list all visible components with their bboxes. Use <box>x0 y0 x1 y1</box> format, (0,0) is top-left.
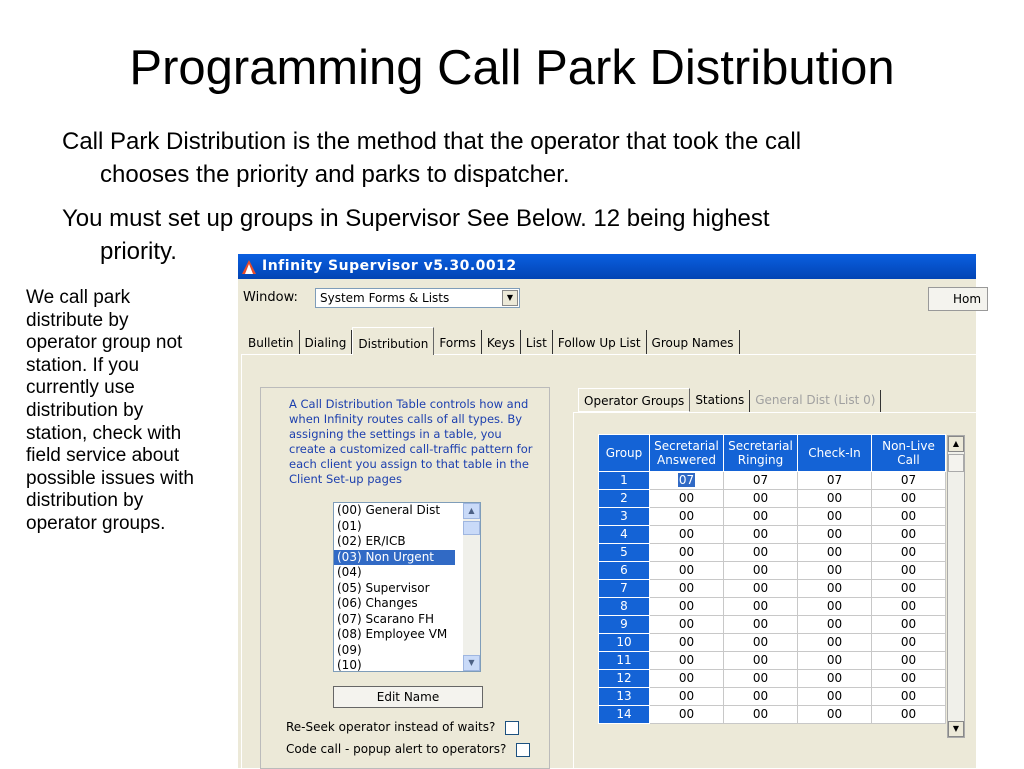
table-row[interactable] <box>599 544 946 562</box>
row-header[interactable]: 7 <box>599 580 650 598</box>
row-header[interactable]: 8 <box>599 598 650 616</box>
operator-groups-grid <box>598 434 946 724</box>
list-item[interactable]: (08) Employee VM <box>337 627 448 641</box>
scroll-thumb[interactable] <box>948 454 964 472</box>
row-header[interactable]: 12 <box>599 670 650 688</box>
app-logo-icon <box>241 259 257 278</box>
distribution-table-list[interactable] <box>333 502 481 672</box>
tab-follow-up-list[interactable]: Follow Up List <box>553 330 647 354</box>
bullet-call-park-definition <box>62 125 962 191</box>
table-row[interactable] <box>599 508 946 526</box>
row-header[interactable]: 14 <box>599 706 650 724</box>
grid-cell[interactable]: 00 <box>798 634 872 652</box>
tab-forms[interactable]: Forms <box>434 330 481 354</box>
grid-cell[interactable]: 00 <box>724 508 798 526</box>
reseek-option <box>286 720 519 735</box>
subtab-stations[interactable]: Stations <box>690 390 750 412</box>
grid-cell[interactable]: 07 <box>872 472 946 490</box>
table-row[interactable] <box>599 580 946 598</box>
scroll-up-icon[interactable]: ▲ <box>463 503 480 519</box>
grid-cell[interactable]: 00 <box>724 490 798 508</box>
table-row[interactable] <box>599 472 946 490</box>
list-item[interactable]: (01) <box>337 518 362 533</box>
grid-cell[interactable]: 00 <box>650 634 724 652</box>
row-header[interactable]: 2 <box>599 490 650 508</box>
list-item[interactable]: (00) General Dist <box>337 503 441 517</box>
edit-name-button[interactable]: Edit Name <box>333 686 483 708</box>
list-item[interactable]: (05) Supervisor <box>337 580 430 595</box>
grid-cell[interactable]: 00 <box>872 490 946 508</box>
code-call-option <box>286 742 530 757</box>
grid-cell[interactable]: 00 <box>650 688 724 706</box>
reseek-label: Re-Seek operator instead of waits? <box>286 720 496 734</box>
selected-cell-value: 07 <box>678 473 695 487</box>
tab-distribution[interactable]: Distribution <box>352 327 434 355</box>
table-row[interactable] <box>599 652 946 670</box>
sub-tabs <box>578 390 881 412</box>
scroll-up-icon[interactable]: ▲ <box>948 436 964 452</box>
grid-cell[interactable]: 00 <box>798 580 872 598</box>
grid-cell[interactable]: 00 <box>872 670 946 688</box>
bullet1-line2: chooses the priority and parks to dispatcher. <box>100 161 570 188</box>
list-item[interactable]: (07) Scarano FH <box>337 611 434 626</box>
grid-cell[interactable]: 00 <box>798 526 872 544</box>
grid-cell[interactable]: 00 <box>650 580 724 598</box>
scroll-down-icon[interactable]: ▼ <box>463 655 480 671</box>
grid-cell[interactable]: 00 <box>650 670 724 688</box>
list-item[interactable]: (06) Changes <box>337 596 418 610</box>
grid-body <box>599 472 946 724</box>
title-bar[interactable] <box>238 254 976 279</box>
bullet2-line1: You must set up groups in Supervisor See Below. 12 being highest <box>62 205 770 232</box>
row-header[interactable]: 3 <box>599 508 650 526</box>
row-header[interactable]: 5 <box>599 544 650 562</box>
grid-cell[interactable]: 00 <box>798 688 872 706</box>
table-row[interactable] <box>599 562 946 580</box>
grid-cell[interactable]: 00 <box>650 562 724 580</box>
grid-cell[interactable]: 00 <box>724 544 798 562</box>
grid-cell[interactable]: 00 <box>650 490 724 508</box>
grid-cell[interactable]: 00 <box>872 598 946 616</box>
grid-cell[interactable]: 00 <box>872 616 946 634</box>
row-header[interactable]: 4 <box>599 526 650 544</box>
grid-cell[interactable]: 00 <box>724 526 798 544</box>
grid-cell[interactable]: 00 <box>872 688 946 706</box>
bullet1-line1: Call Park Distribution is the method that the operator that took the call <box>62 128 802 155</box>
grid-cell[interactable]: 00 <box>872 634 946 652</box>
col-header-non-live-call[interactable]: Non-Live Call <box>872 435 946 472</box>
list-scrollbar[interactable] <box>463 503 480 671</box>
grid-cell[interactable]: 00 <box>798 490 872 508</box>
subtab-general-dist[interactable]: General Dist (List 0) <box>750 390 881 412</box>
subtab-operator-groups[interactable]: Operator Groups <box>578 388 690 412</box>
list-item[interactable]: (09) <box>337 642 362 657</box>
grid-cell[interactable]: 00 <box>724 652 798 670</box>
grid-cell[interactable]: 00 <box>650 526 724 544</box>
list-item[interactable]: (04) <box>337 565 362 579</box>
row-header[interactable]: 11 <box>599 652 650 670</box>
grid-cell[interactable]: 00 <box>798 562 872 580</box>
col-header-group[interactable]: Group <box>599 435 650 472</box>
table-row[interactable] <box>599 688 946 706</box>
grid-cell[interactable]: 00 <box>872 508 946 526</box>
side-note: We call park distribute by operator group not station. If you currently use distribution by station, check with field service about possible issues with distribution by operator groups. <box>26 287 194 534</box>
tab-list[interactable]: List <box>521 330 553 354</box>
table-row[interactable] <box>599 670 946 688</box>
grid-cell[interactable]: 00 <box>724 562 798 580</box>
main-tabs <box>243 330 740 354</box>
chevron-down-icon[interactable]: ▼ <box>502 290 518 306</box>
code-call-checkbox[interactable] <box>516 743 530 757</box>
slide-title: Programming Call Park Distribution <box>129 41 895 95</box>
grid-cell[interactable]: 00 <box>798 544 872 562</box>
scroll-thumb[interactable] <box>463 521 480 535</box>
row-header[interactable]: 9 <box>599 616 650 634</box>
grid-cell[interactable]: 00 <box>872 580 946 598</box>
grid-cell[interactable]: 00 <box>724 706 798 724</box>
col-header-secretarial-ringing[interactable]: Secretarial Ringing <box>724 435 798 472</box>
grid-cell[interactable]: 00 <box>724 616 798 634</box>
grid-cell[interactable]: 00 <box>872 526 946 544</box>
grid-cell[interactable]: 00 <box>724 598 798 616</box>
window-title: Infinity Supervisor v5.30.0012 <box>262 258 517 274</box>
code-call-label: Code call - popup alert to operators? <box>286 742 507 756</box>
tab-bulletin[interactable]: Bulletin <box>243 330 300 354</box>
grid-cell[interactable]: 00 <box>724 634 798 652</box>
tab-keys[interactable]: Keys <box>482 330 521 354</box>
info-text: A Call Distribution Table controls how and when Infinity routes calls of all types. By assigning the settings in a table, you create a customized call-traffic pattern for each client you assign to that table in the Client Set-up pages <box>289 397 533 486</box>
table-row[interactable] <box>599 616 946 634</box>
table-row[interactable] <box>599 598 946 616</box>
bullet2-line2: priority. <box>100 238 177 265</box>
reseek-checkbox[interactable] <box>505 721 519 735</box>
col-header-secretarial-answered[interactable]: Secretarial Answered <box>650 435 724 472</box>
grid-cell[interactable]: 00 <box>872 706 946 724</box>
grid-cell[interactable]: 00 <box>872 544 946 562</box>
grid-cell[interactable]: 00 <box>650 508 724 526</box>
table-row[interactable] <box>599 706 946 724</box>
grid-cell[interactable]: 07 <box>724 472 798 490</box>
window-select-value: System Forms & Lists <box>320 291 450 305</box>
table-row[interactable] <box>599 634 946 652</box>
grid-cell[interactable]: 00 <box>650 616 724 634</box>
grid-cell[interactable]: 00 <box>724 670 798 688</box>
window-label: Window: <box>243 290 298 305</box>
grid-cell[interactable]: 00 <box>872 562 946 580</box>
grid-cell[interactable]: 00 <box>650 652 724 670</box>
grid-cell[interactable]: 00 <box>798 670 872 688</box>
grid-cell[interactable]: 00 <box>650 544 724 562</box>
row-header[interactable]: 1 <box>599 472 650 490</box>
grid-cell[interactable]: 00 <box>798 508 872 526</box>
grid-cell[interactable]: 00 <box>798 706 872 724</box>
home-button[interactable]: Hom <box>928 287 988 311</box>
grid-cell[interactable]: 00 <box>650 706 724 724</box>
table-row[interactable] <box>599 490 946 508</box>
grid-cell[interactable]: 00 <box>724 688 798 706</box>
table-row[interactable] <box>599 526 946 544</box>
grid-cell[interactable]: 00 <box>798 652 872 670</box>
col-header-check-in[interactable]: Check-In <box>798 435 872 472</box>
grid-scrollbar[interactable] <box>947 435 965 738</box>
infinity-supervisor-window <box>238 254 982 768</box>
row-header[interactable]: 10 <box>599 634 650 652</box>
grid-cell[interactable]: 00 <box>872 652 946 670</box>
grid-cell[interactable]: 00 <box>798 616 872 634</box>
grid-cell[interactable]: 00 <box>724 580 798 598</box>
tab-dialing[interactable]: Dialing <box>300 330 353 354</box>
tab-group-names[interactable]: Group Names <box>647 330 740 354</box>
grid-cell-selected[interactable] <box>650 472 724 490</box>
list-item[interactable]: (02) ER/ICB <box>337 534 406 548</box>
grid-cell[interactable]: 00 <box>798 598 872 616</box>
scroll-down-icon[interactable]: ▼ <box>948 721 964 737</box>
row-header[interactable]: 6 <box>599 562 650 580</box>
grid-cell[interactable]: 07 <box>798 472 872 490</box>
row-header[interactable]: 13 <box>599 688 650 706</box>
window-select[interactable] <box>315 288 520 308</box>
list-item-selected[interactable]: (03) Non Urgent <box>334 550 455 566</box>
grid-cell[interactable]: 00 <box>650 598 724 616</box>
list-item[interactable]: (10) <box>337 658 362 672</box>
